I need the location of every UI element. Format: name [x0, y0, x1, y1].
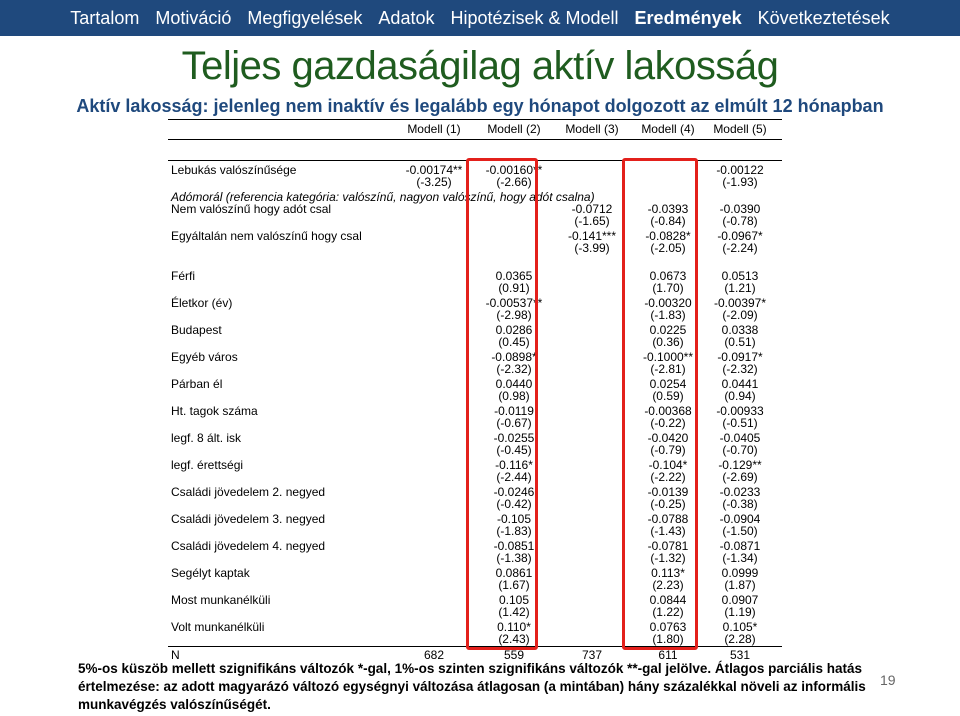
t-stat-cell: (0.45) [498, 335, 530, 349]
row-label: Segélyt kaptak [171, 566, 250, 580]
row-label: Most munkanélküli [171, 593, 271, 607]
coefficient-cell: -0.0420 [647, 431, 689, 445]
n-cell: 559 [503, 648, 525, 662]
coefficient-cell: -0.0393 [647, 202, 689, 216]
t-stat-cell: (2.43) [498, 632, 530, 646]
row-label: Ht. tagok száma [171, 404, 258, 418]
coefficient-cell: -0.0246 [493, 485, 535, 499]
t-stat-cell: (-1.93) [722, 175, 758, 189]
coefficient-cell: 0.0844 [649, 593, 687, 607]
row-label: Férfi [171, 269, 195, 283]
coefficient-cell: 0.0441 [721, 377, 759, 391]
coefficient-cell: 0.0286 [495, 323, 533, 337]
coefficient-cell: -0.0139 [647, 485, 689, 499]
coefficient-cell: -0.116* [495, 458, 533, 472]
nav-item-5[interactable]: Hipotézisek & Modell [450, 7, 619, 28]
t-stat-cell: (-0.45) [496, 443, 532, 457]
column-header: Modell (1) [407, 122, 461, 136]
t-stat-cell: (-1.32) [650, 551, 686, 565]
row-label: Családi jövedelem 4. negyed [171, 539, 326, 553]
t-stat-cell: (-2.09) [722, 308, 758, 322]
t-stat-cell: (1.87) [724, 578, 756, 592]
page-subtitle: Aktív lakosság: jelenleg nem inaktív és legalább egy hónapot dolgozott az elmúlt 12 hónapban [76, 96, 884, 116]
t-stat-cell: (0.98) [498, 389, 530, 403]
coefficient-cell: 0.0338 [721, 323, 759, 337]
coefficient-cell: -0.0119 [494, 404, 534, 418]
coefficient-cell: 0.0999 [721, 566, 759, 580]
coefficient-cell: -0.1000** [642, 350, 694, 364]
t-stat-cell: (-1.38) [496, 551, 532, 565]
coefficient-cell: -0.0405 [719, 431, 761, 445]
table-header-rule [168, 139, 782, 140]
t-stat-cell: (-2.66) [496, 175, 532, 189]
coefficient-cell: -0.0788 [647, 512, 689, 526]
coefficient-cell: 0.0673 [649, 269, 687, 283]
coefficient-cell: -0.0904 [719, 512, 761, 526]
t-stat-cell: (1.22) [652, 605, 684, 619]
coefficient-cell: 0.105 [498, 593, 530, 607]
t-stat-cell: (0.91) [498, 281, 530, 295]
row-label: Életkor (év) [171, 296, 233, 310]
t-stat-cell: (-2.69) [722, 470, 758, 484]
coefficient-cell: 0.0254 [649, 377, 687, 391]
coefficient-cell: -0.00320 [644, 296, 692, 310]
t-stat-cell: (-1.43) [650, 524, 686, 538]
row-label: Egyáltalán nem valószínű hogy csal [171, 229, 362, 243]
row-label: Lebukás valószínűsége [171, 163, 297, 177]
coefficient-cell: 0.0907 [721, 593, 759, 607]
coefficient-cell: -0.0851 [493, 539, 535, 553]
coefficient-cell: -0.00368 [644, 404, 692, 418]
coefficient-cell: 0.0763 [649, 620, 687, 634]
t-stat-cell: (1.70) [652, 281, 684, 295]
row-label: Egyéb város [171, 350, 238, 364]
t-stat-cell: (0.59) [652, 389, 684, 403]
nav-item-7[interactable]: Következtetések [757, 7, 890, 28]
coefficient-cell: 0.105* [722, 620, 758, 634]
table-n-rule [168, 646, 782, 647]
coefficient-cell: 0.0861 [495, 566, 533, 580]
coefficient-cell: -0.0967* [717, 229, 763, 243]
t-stat-cell: (-2.32) [722, 362, 758, 376]
coefficient-cell: -0.00122 [716, 163, 764, 177]
t-stat-cell: (-0.42) [496, 497, 532, 511]
n-cell: 682 [423, 648, 445, 662]
t-stat-cell: (-0.51) [722, 416, 758, 430]
column-header: Modell (5) [713, 122, 767, 136]
t-stat-cell: (-2.81) [650, 362, 686, 376]
n-cell: 611 [658, 648, 678, 662]
n-cell: 737 [581, 648, 603, 662]
t-stat-cell: (0.51) [724, 335, 756, 349]
slide-number: 19 [880, 672, 896, 688]
coefficient-cell: -0.0390 [719, 202, 761, 216]
row-label-n: N [171, 648, 180, 662]
row-label: Családi jövedelem 3. negyed [171, 512, 326, 526]
nav-item-1[interactable]: Tartalom [70, 7, 140, 28]
coefficient-cell: -0.129** [718, 458, 762, 472]
t-stat-cell: (1.21) [724, 281, 756, 295]
coefficient-cell: -0.0255 [493, 431, 535, 445]
t-stat-cell: (1.19) [724, 605, 756, 619]
coefficient-cell: 0.0225 [649, 323, 687, 337]
t-stat-cell: (1.42) [498, 605, 530, 619]
coefficient-cell: -0.0712 [571, 202, 613, 216]
row-label: Nem valószínű hogy adót csal [171, 202, 332, 216]
coefficient-cell: -0.0871 [719, 539, 761, 553]
coefficient-cell: -0.0898* [491, 350, 537, 364]
coefficient-cell: 0.0513 [721, 269, 759, 283]
nav-item-3[interactable]: Megfigyelések [247, 7, 363, 28]
coefficient-cell: -0.141*** [567, 229, 617, 243]
table-top-rule [168, 119, 782, 120]
coefficient-cell: -0.00397* [713, 296, 767, 310]
coefficient-cell: 0.0365 [495, 269, 533, 283]
coefficient-cell: 0.110* [497, 620, 531, 634]
coefficient-cell: -0.0917* [717, 350, 763, 364]
t-stat-cell: (-2.05) [650, 241, 686, 255]
n-cell: 531 [729, 648, 751, 662]
coefficient-cell: -0.0828* [645, 229, 691, 243]
row-label: Volt munkanélküli [171, 620, 265, 634]
t-stat-cell: (-2.98) [496, 308, 532, 322]
coefficient-cell: 0.113* [651, 566, 685, 580]
t-stat-cell: (-1.83) [650, 308, 686, 322]
coefficient-cell: -0.00933 [716, 404, 764, 418]
column-header: Modell (4) [641, 122, 695, 136]
t-stat-cell: (1.80) [652, 632, 684, 646]
coefficient-cell: -0.00174** [405, 163, 463, 177]
t-stat-cell: (-0.67) [496, 416, 532, 430]
table-body-rule [168, 160, 782, 161]
t-stat-cell: (2.23) [652, 578, 684, 592]
row-label: legf. 8 ált. isk [171, 431, 242, 445]
nav-item-6[interactable]: Eredmények [634, 7, 742, 28]
t-stat-cell: (-0.70) [722, 443, 758, 457]
t-stat-cell: (-2.24) [722, 241, 758, 255]
coefficient-cell: -0.00160** [485, 163, 543, 177]
t-stat-cell: (-1.50) [722, 524, 758, 538]
nav-item-2[interactable]: Motiváció [155, 7, 232, 28]
row-label: Párban él [171, 377, 223, 391]
coefficient-cell: -0.0781 [647, 539, 689, 553]
footnote: 5%-os küszöb mellett szignifikáns változók *-gal, 1%-os szinten szignifikáns változók **-gal jelölve. Átlagos parciális hatás értelmezése: az adott magyarázó változó egységnyi változása átlagosan (a mintában) hány százalékkal növeli az informális munkavégzés valószínűségét. [78, 661, 866, 712]
t-stat-cell: (-2.32) [496, 362, 532, 376]
row-label: Budapest [171, 323, 222, 337]
t-stat-cell: (-2.22) [650, 470, 686, 484]
t-stat-cell: (-1.83) [496, 524, 532, 538]
t-stat-cell: (-1.65) [574, 214, 610, 228]
t-stat-cell: (-3.99) [574, 241, 610, 255]
t-stat-cell: (-3.25) [416, 175, 452, 189]
coefficient-cell: -0.105 [496, 512, 532, 526]
coefficient-cell: -0.0233 [719, 485, 761, 499]
t-stat-cell: (2.28) [724, 632, 756, 646]
column-header: Modell (3) [565, 122, 619, 136]
t-stat-cell: (-1.34) [722, 551, 758, 565]
section-header: Adómorál (referencia kategória: valószínű, nagyon valószínű, hogy adót csalna) [171, 190, 595, 204]
coefficient-cell: -0.00537** [485, 296, 543, 310]
t-stat-cell: (0.36) [652, 335, 684, 349]
t-stat-cell: (-0.84) [650, 214, 686, 228]
row-label: Családi jövedelem 2. negyed [171, 485, 326, 499]
column-header: Modell (2) [487, 122, 541, 136]
t-stat-cell: (-2.44) [496, 470, 532, 484]
t-stat-cell: (1.67) [498, 578, 530, 592]
coefficient-cell: -0.104* [648, 458, 688, 472]
t-stat-cell: (0.94) [724, 389, 756, 403]
page-title: Teljes gazdaságilag aktív lakosság [181, 44, 779, 88]
row-label: legf. érettségi [171, 458, 244, 472]
t-stat-cell: (-0.22) [650, 416, 686, 430]
coefficient-cell: 0.0440 [495, 377, 533, 391]
t-stat-cell: (-0.38) [722, 497, 758, 511]
nav-item-4[interactable]: Adatok [378, 7, 435, 28]
t-stat-cell: (-0.25) [650, 497, 686, 511]
t-stat-cell: (-0.79) [650, 443, 686, 457]
t-stat-cell: (-0.78) [722, 214, 758, 228]
